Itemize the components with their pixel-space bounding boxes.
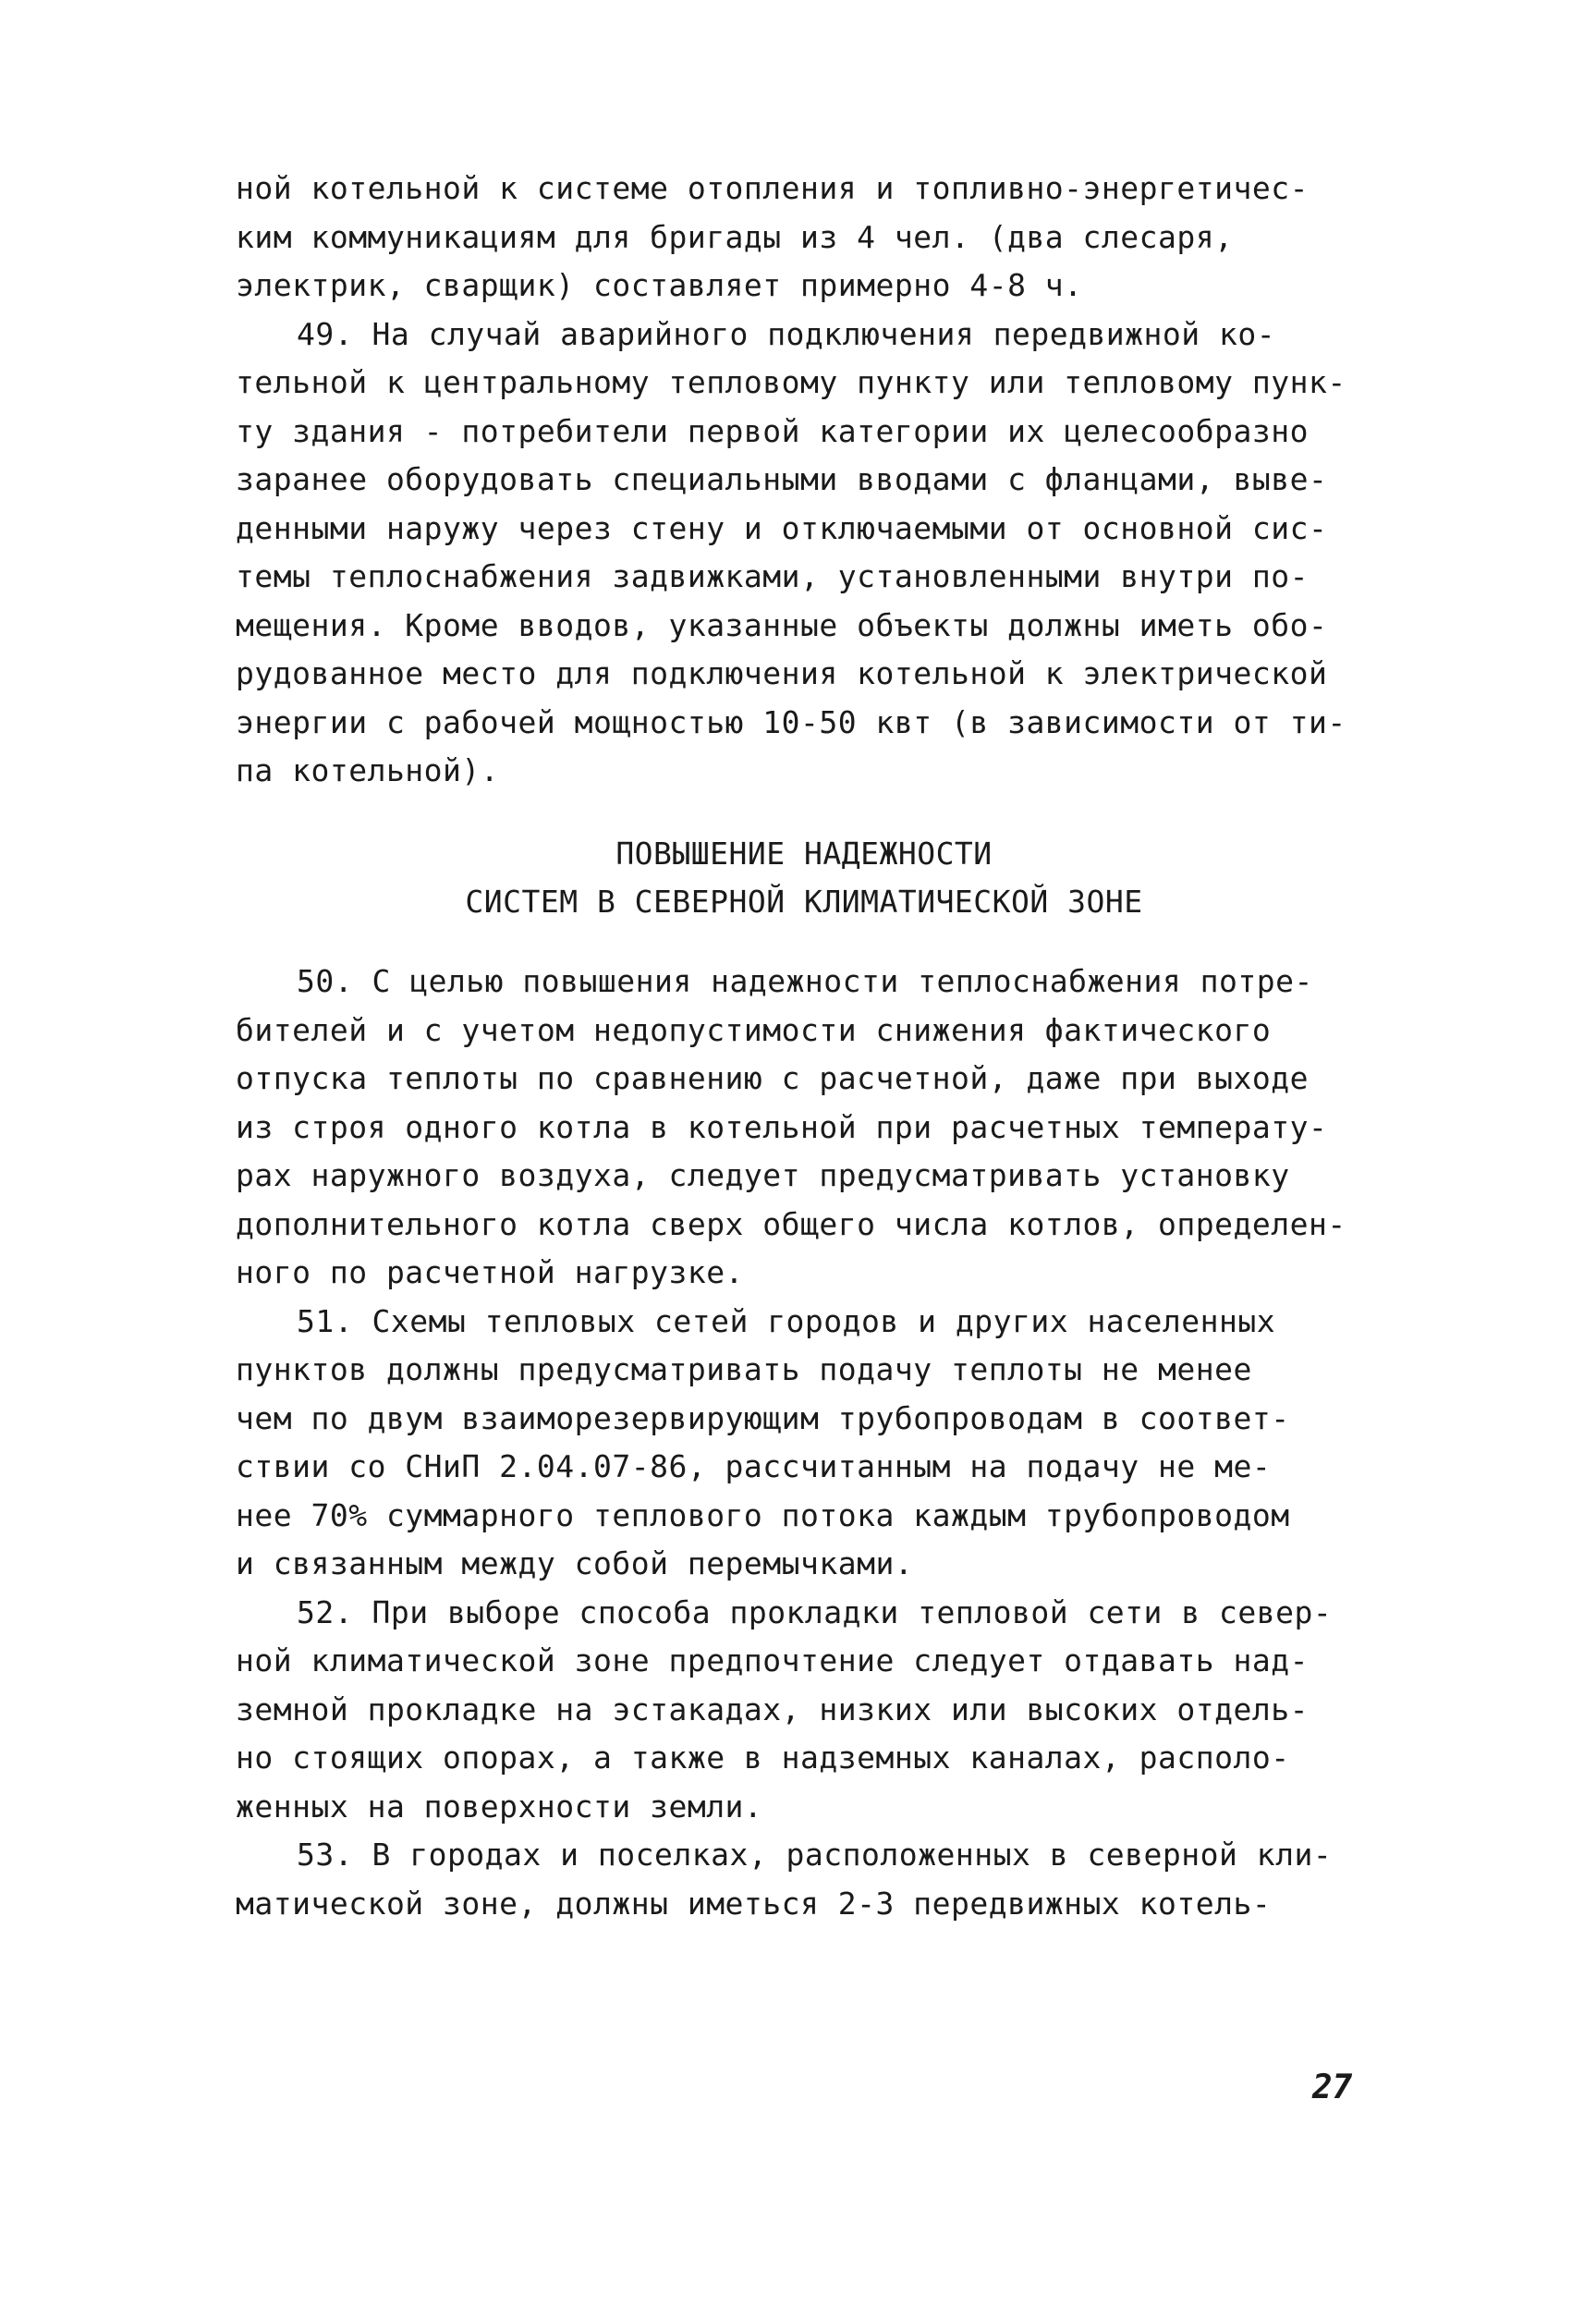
text-line: ного по расчетной нагрузке. xyxy=(236,1254,744,1290)
paragraph-block-top xyxy=(236,165,1372,796)
heading-line-2: СИСТЕМ В СЕВЕРНОЙ КЛИМАТИЧЕСКОЙ ЗОНЕ xyxy=(465,884,1143,920)
text-line: па котельной). xyxy=(236,752,500,788)
text-line: дополнительного котла сверх общего числа котлов, определен- xyxy=(236,1205,1346,1242)
paragraph-52-start: 52. При выборе способа прокладки тепловой сети в север- xyxy=(297,1593,1333,1630)
text-line: энергии с рабочей мощностью 10-50 квт (в зависимости от ти- xyxy=(236,703,1346,740)
text-line: денными наружу через стену и отключаемыми от основной сис- xyxy=(236,509,1328,546)
paragraph-block-main xyxy=(236,958,1372,1928)
text-line: и связанным между собой перемычками. xyxy=(236,1545,914,1581)
text-line: женных на поверхности земли. xyxy=(236,1788,763,1825)
heading-line-1: ПОВЫШЕНИЕ НАДЕЖНОСТИ xyxy=(615,836,993,872)
text-line: пунктов должны предусматривать подачу теплоты не менее xyxy=(236,1351,1252,1387)
text-line: тельной к центральному тепловому пункту или тепловому пунк- xyxy=(236,364,1346,400)
paragraph-50-start: 50. С целью повышения надежности теплоснабжения потре- xyxy=(297,963,1313,999)
text-line: земной прокладке на эстакадах, низких или высоких отдель- xyxy=(236,1690,1309,1727)
text-line: нее 70% суммарного теплового потока каждым трубопроводом xyxy=(236,1496,1290,1533)
text-line: из строя одного котла в котельной при расчетных температу- xyxy=(236,1108,1328,1145)
text-line: ной климатической зоне предпочтение следует отдавать над- xyxy=(236,1642,1309,1678)
text-line: рах наружного воздуха, следует предусматривать установку xyxy=(236,1157,1290,1193)
paragraph-51-start: 51. Схемы тепловых сетей городов и других населенных xyxy=(297,1302,1276,1339)
text-line: ствии со СНиП 2.04.07-86, рассчитанным на подачу не ме- xyxy=(236,1448,1272,1484)
text-line: отпуска теплоты по сравнению с расчетной, даже при выходе xyxy=(236,1060,1309,1096)
text-line: заранее оборудовать специальными вводами с фланцами, выве- xyxy=(236,461,1328,497)
text-line: ким коммуникациям для бригады из 4 чел. (два слесаря, xyxy=(236,218,1234,255)
paragraph-53-start: 53. В городах и поселках, расположенных в северной кли- xyxy=(297,1837,1333,1873)
text-line: бителей и с учетом недопустимости снижения фактического xyxy=(236,1011,1272,1048)
text-line: чем по двум взаиморезервирующим трубопроводам в соответ- xyxy=(236,1399,1290,1436)
text-line: темы теплоснабжения задвижками, установленными внутри по- xyxy=(236,558,1309,594)
text-line: матической зоне, должны иметься 2-3 передвижных котель- xyxy=(236,1885,1272,1922)
text-line: ту здания - потребители первой категории их целесообразно xyxy=(236,412,1309,449)
text-line: мещения. Кроме вводов, указанные объекты должны иметь обо- xyxy=(236,606,1328,643)
text-line: рудованное место для подключения котельной к электрической xyxy=(236,655,1328,691)
section-heading xyxy=(236,830,1372,926)
text-line: ной котельной к системе отопления и топливно-энергетичес- xyxy=(236,170,1309,206)
text-line: электрик, сварщик) составляет примерно 4-8 ч. xyxy=(236,267,1083,303)
page-number: 27 xyxy=(1312,2069,1353,2106)
paragraph-49-start: 49. На случай аварийного подключения передвижной ко- xyxy=(297,315,1276,352)
text-line: но стоящих опорах, а также в надземных каналах, располо- xyxy=(236,1739,1290,1776)
